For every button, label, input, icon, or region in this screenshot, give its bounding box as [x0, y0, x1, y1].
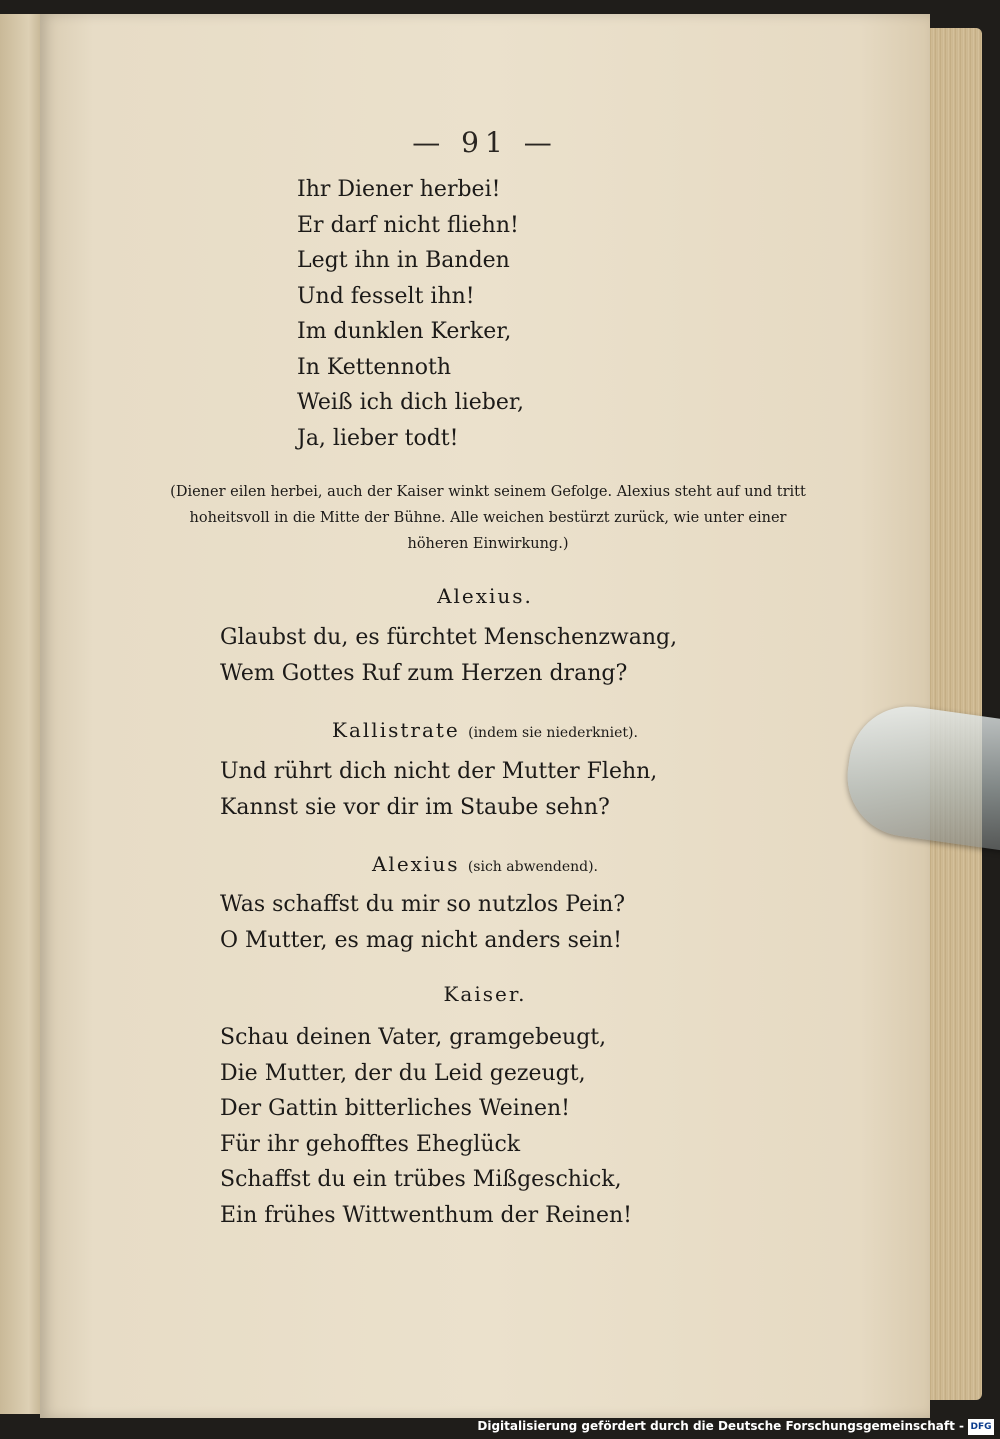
speaker-direction: (indem sie niederkniet). [468, 725, 638, 741]
verse-line: Und fesselt ihn! [297, 283, 475, 309]
verse-line: Schau deinen Vater, gramgebeugt, [220, 1025, 607, 1050]
dfg-logo: DFG [968, 1419, 994, 1435]
digitization-credit: Digitalisierung gefördert durch die Deutsche Forschungsgemeinschaft - [477, 1419, 964, 1433]
verse-line: Ihr Diener herbei! [297, 177, 501, 202]
speaker-name: Kallistrate [332, 718, 460, 742]
verse-line: Im dunklen Kerker, [297, 319, 512, 344]
verse-line: Kannst sie vor dir im Staube sehn? [220, 794, 610, 820]
verse-line: Ein frühes Wittwenthum der Reinen! [220, 1202, 632, 1228]
speaker-kallistrate [40, 718, 930, 742]
verse-block-1 [297, 172, 524, 456]
verse-line: O Mutter, es mag nicht anders sein! [220, 927, 622, 953]
speaker-kaiser: Kaiser. [443, 982, 527, 1006]
verse-line: Wem Gottes Ruf zum Herzen drang? [220, 660, 628, 686]
verse-line: Ja, lieber todt! [297, 425, 459, 451]
verse-line: Für ihr gehofftes Eheglück [220, 1131, 521, 1157]
verse-block-3 [220, 754, 657, 825]
verse-line: Was schaffst du mir so nutzlos Pein? [220, 892, 626, 917]
verse-block-2 [220, 620, 677, 691]
verse-block-5 [220, 1020, 632, 1233]
stage-direction: (Diener eilen herbei, auch der Kaiser winkt seinem Gefolge. Alexius steht auf und tritt hoheitsvoll in die Mitte der Bühne. Alle weichen bestürzt zurück, wie unter einer höheren Einwirkung.) [170, 484, 806, 552]
verse-line: Glaubst du, es fürchtet Menschenzwang, [220, 625, 678, 650]
verse-line: Er darf nicht fliehn! [297, 212, 519, 238]
speaker-alexius-2 [40, 852, 930, 876]
verse-block-4 [220, 887, 625, 958]
speaker-direction: (sich abwendend). [467, 859, 599, 875]
verse-line: Legt ihn in Banden [297, 248, 510, 273]
verse-line: Die Mutter, der du Leid gezeugt, [220, 1060, 586, 1086]
speaker-alexius: Alexius. [437, 584, 533, 608]
speaker-name: Alexius [371, 852, 460, 876]
verse-line: In Kettennoth [297, 354, 452, 380]
book-page [40, 14, 930, 1418]
verse-line: Und rührt dich nicht der Mutter Flehn, [220, 759, 658, 784]
verse-line: Weiß ich dich lieber, [297, 390, 524, 415]
verse-line: Der Gattin bitterliches Weinen! [220, 1096, 571, 1121]
page-number: — 91 — [412, 126, 558, 159]
verse-line: Schaffst du ein trübes Mißgeschick, [220, 1167, 622, 1192]
